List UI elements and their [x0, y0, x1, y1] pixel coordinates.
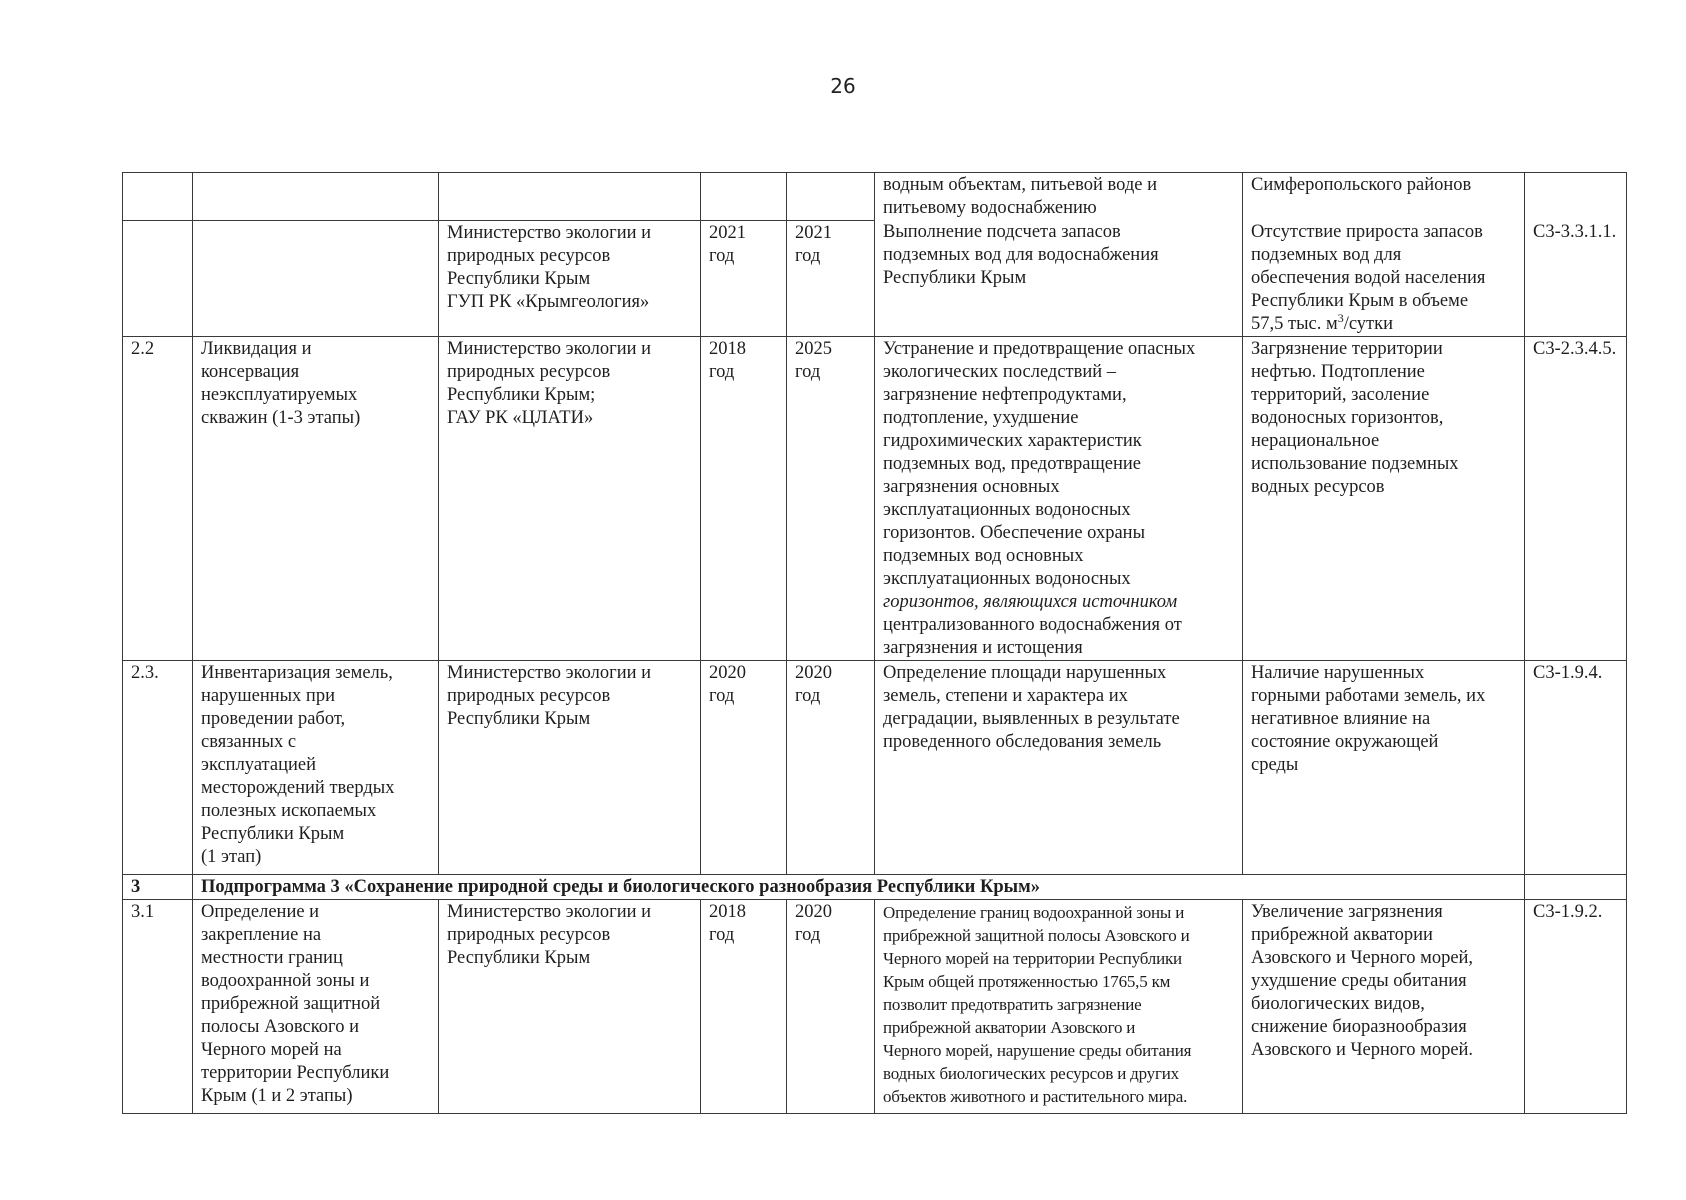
cell-num: 3.1 [123, 900, 193, 1114]
cell-consequence [1243, 220, 1525, 337]
result-text-tail: централизованного водоснабжения от загрязнения и истощения [883, 615, 1182, 658]
cell-result: Выполнение подсчета запасов подземных вод для водоснабжения Республики Крым [875, 220, 1243, 337]
cell-executor: Министерство экологии и природных ресурсов Республики Крым [439, 900, 701, 1114]
cell-executor: Министерство экологии и природных ресурсов Республики Крым; ГАУ РК «ЦЛАТИ» [439, 337, 701, 661]
cell-consequence: Наличие нарушенных горными работами земель, их негативное влияние на состояние окружающей среды [1243, 661, 1525, 875]
cell-executor: Министерство экологии и природных ресурсов Республики Крым [439, 661, 701, 875]
cubic-superscript: 3 [1337, 310, 1344, 325]
cell-result: водным объектам, питьевой воде и питьевому водоснабжению [875, 173, 1243, 221]
cell-consequence: Загрязнение территории нефтью. Подтопление территорий, засоление водоносных горизонтов, нерациональное использование подземных водных ресурсов [1243, 337, 1525, 661]
subprogram-title: Подпрограмма 3 «Сохранение природной среды и биологического разнообразия Республики Крым» [193, 875, 1525, 900]
cell-start [701, 173, 787, 221]
cell-num [123, 220, 193, 337]
cell-indicator: С3-1.9.2. [1525, 900, 1627, 1114]
cell-name: Определение и закрепление на местности границ водоохранной зоны и прибрежной защитной полосы Азовского и Черного морей на территории Республики Крым (1 и 2 этапы) [193, 900, 439, 1114]
cell-indicator: С3-1.9.4. [1525, 661, 1627, 875]
result-text-italic: горизонтов, являющихся источником [883, 592, 1178, 612]
cell-end: 2021 год [787, 220, 875, 337]
cell-indicator [1525, 173, 1627, 221]
cell-executor: Министерство экологии и природных ресурсов Республики Крым ГУП РК «Крымгеология» [439, 220, 701, 337]
cell-name [193, 220, 439, 337]
cell-start: 2020 год [701, 661, 787, 875]
result-text: Устранение и предотвращение опасных экологических последствий – загрязнение нефтепродуктами, подтопление, ухудшение гидрохимических характеристик подземных вод, предотвращение загрязнения основных эксплуатационных водоносных горизонтов. Обеспечение охраны подземных вод основных эксплуатационных водоносных [883, 339, 1196, 589]
cell-start: 2018 год [701, 900, 787, 1114]
cell-num: 2.2 [123, 337, 193, 661]
cell-indicator: С3-3.3.1.1. [1525, 220, 1627, 337]
cell-num: 3 [123, 875, 193, 900]
consequence-text: Отсутствие прироста запасов подземных вод для обеспечения водой населения Республики Крым в объеме 57,5 тыс. м [1251, 222, 1486, 334]
cell-end [787, 173, 875, 221]
cell-consequence: Симферопольского районов [1243, 173, 1525, 221]
cell-name: Инвентаризация земель, нарушенных при проведении работ, связанных с эксплуатацией месторождений твердых полезных ископаемых Республики Крым (1 этап) [193, 661, 439, 875]
page-number: 26 [830, 74, 856, 98]
cell-name: Ликвидация и консервация неэксплуатируемых скважин (1-3 этапы) [193, 337, 439, 661]
cell-result [875, 337, 1243, 661]
subprogram-row [123, 875, 1627, 900]
measures-table [122, 172, 1627, 1114]
table-row [123, 661, 1627, 875]
cell-end: 2025 год [787, 337, 875, 661]
table-row [123, 900, 1627, 1114]
cell-num: 2.3. [123, 661, 193, 875]
cell-consequence: Увеличение загрязнения прибрежной акватории Азовского и Черного морей, ухудшение среды обитания биологических видов, снижение биоразнообразия Азовского и Черного морей. [1243, 900, 1525, 1114]
cell-end: 2020 год [787, 900, 875, 1114]
table-row [123, 337, 1627, 661]
cell-name [193, 173, 439, 221]
cell-indicator: С3-2.3.4.5. [1525, 337, 1627, 661]
cell-start: 2021 год [701, 220, 787, 337]
table-row [123, 173, 1627, 221]
cell-result: Определение границ водоохранной зоны и прибрежной защитной полосы Азовского и Черного морей на территории Республики Крым общей протяженностью 1765,5 км позволит предотвратить загрязнение прибрежной акватории Азовского и Черного морей, нарушение среды обитания водных биологических ресурсов и других объектов животного и растительного мира. [875, 900, 1243, 1114]
table-row [123, 220, 1627, 337]
cell-executor [439, 173, 701, 221]
cell-num [123, 173, 193, 221]
cell-start: 2018 год [701, 337, 787, 661]
cell-indicator [1525, 875, 1627, 900]
cell-result: Определение площади нарушенных земель, степени и характера их деградации, выявленных в результате проведенного обследования земель [875, 661, 1243, 875]
consequence-unit: /сутки [1343, 314, 1394, 334]
cell-end: 2020 год [787, 661, 875, 875]
